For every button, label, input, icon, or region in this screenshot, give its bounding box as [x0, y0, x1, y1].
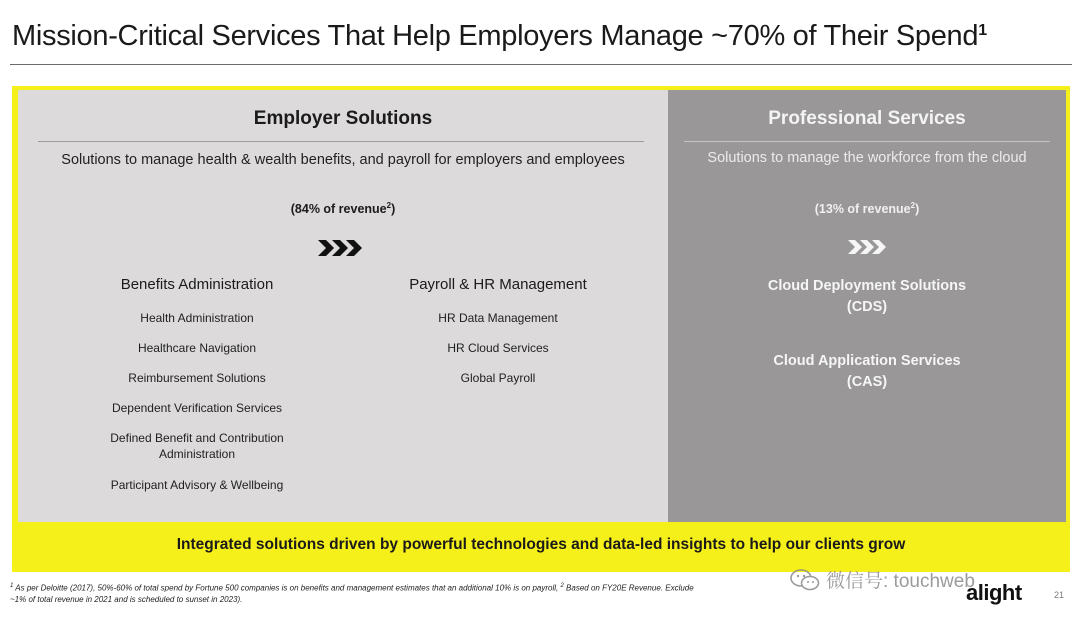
wechat-icon — [790, 568, 820, 592]
list-item: Health Administration — [140, 311, 254, 325]
footnote: $^1$ As per Deloitte (2017), 50%-60% of total spend by Fortune 500 companies is on benefits and management estimates that an additional 10% is on payroll, $^2$ Based on FY20E Revenue. Exclude ~1% of total revenue in 2021 and is scheduled to sunset in 2023). — [10, 583, 694, 604]
alight-logo: alight — [966, 580, 1022, 605]
list-item: HR Data Management — [438, 311, 558, 325]
benefits-administration-title: Benefits Administration — [120, 276, 274, 293]
professional-services-description: Solutions to manage the workforce from the cloud — [707, 150, 1027, 166]
list-item: Dependent Verification Services — [111, 401, 283, 415]
list-item: HR Cloud Services — [447, 341, 549, 355]
triple-chevron-icon — [848, 238, 888, 256]
title-divider — [10, 64, 1072, 65]
cloud-deployment-solutions: Cloud Deployment Solutions (CDS) — [767, 278, 967, 315]
list-item: Defined Benefit and Contribution Administration — [110, 431, 284, 461]
professional-revenue-share: (13% of revenue$^2$) — [814, 201, 920, 217]
wechat-watermark — [790, 566, 975, 593]
title-footnote-marker: 1 — [978, 22, 987, 39]
list-item: Participant Advisory & Wellbeing — [110, 478, 284, 492]
professional-services-header: Professional Services — [768, 108, 966, 129]
list-item: Reimbursement Solutions — [128, 371, 266, 385]
payroll-hr-management-title: Payroll & HR Management — [409, 276, 587, 293]
list-item: Global Payroll — [460, 371, 536, 385]
watermark-text: 微信号: touchweb — [826, 571, 975, 592]
list-item: Healthcare Navigation — [137, 341, 257, 355]
professional-header-divider — [684, 141, 1050, 142]
cloud-application-services: Cloud Application Services (CAS) — [773, 353, 961, 390]
employer-solutions-header: Employer Solutions — [253, 108, 433, 129]
page-number: 21 — [1054, 590, 1065, 600]
integrated-solutions-banner: Integrated solutions driven by powerful technologies and data-led insights to help our clients grow — [176, 536, 906, 553]
triple-chevron-icon — [318, 238, 364, 258]
employer-revenue-share: (84% of revenue$^2$) — [290, 201, 396, 217]
employer-solutions-description: Solutions to manage health & wealth benefits, and payroll for employers and employees — [61, 152, 625, 168]
employer-header-divider — [38, 141, 644, 142]
slide-title: Mission-Critical Services That Help Employers Manage ~70% of Their Spend$^1$ — [12, 20, 987, 52]
